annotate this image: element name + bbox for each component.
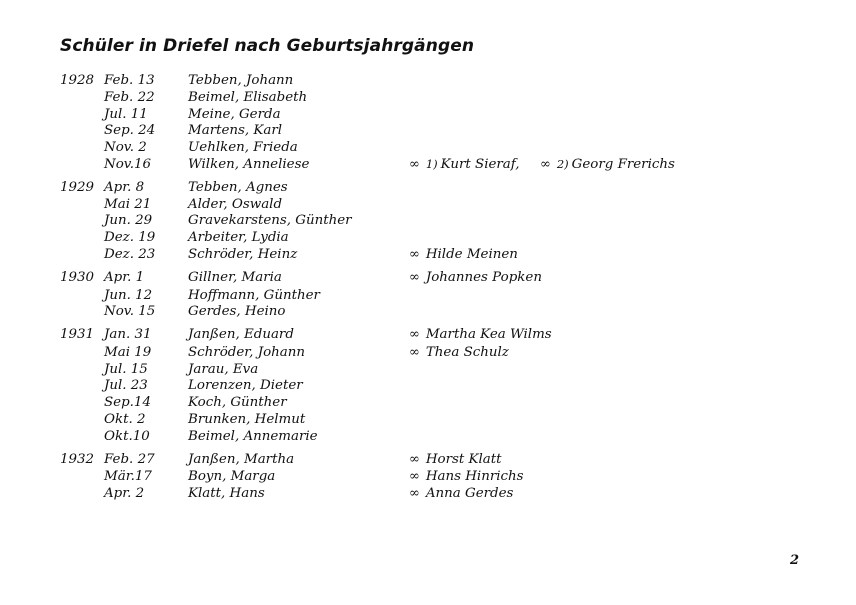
marriage-symbol: ∞ — [409, 327, 420, 342]
marriage-info — [409, 326, 552, 343]
list-item — [0, 156, 856, 173]
marriage-info — [409, 451, 502, 468]
marriage-number: 1) — [425, 157, 438, 171]
birth-date: Dez. 23 — [104, 247, 156, 262]
list-item — [0, 72, 856, 89]
birth-date: Feb. 13 — [104, 73, 155, 88]
list-item — [0, 303, 856, 320]
birth-date: Mai 21 — [104, 197, 152, 212]
list-item — [0, 229, 856, 246]
list-item — [0, 394, 856, 411]
birth-date: Jul. 11 — [104, 107, 148, 122]
list-item — [0, 196, 856, 213]
marriage-info — [409, 485, 513, 502]
student-name: Arbeiter, Lydia — [188, 230, 289, 245]
marriage-symbol: ∞ — [409, 247, 420, 262]
list-item — [0, 428, 856, 445]
list-item — [0, 179, 856, 196]
student-name: Schröder, Johann — [188, 345, 305, 360]
student-name: Meine, Gerda — [188, 107, 281, 122]
birth-date: Nov. 15 — [104, 304, 156, 319]
birth-date: Apr. 8 — [104, 180, 145, 195]
marriage-info — [409, 468, 524, 485]
list-item — [0, 89, 856, 106]
birth-date: Feb. 27 — [104, 452, 155, 467]
spouse-name: Hans Hinrichs — [425, 469, 524, 484]
birth-date: Jun. 29 — [104, 213, 153, 228]
student-name: Janßen, Martha — [188, 452, 295, 467]
list-item — [0, 411, 856, 428]
spouse-name: Hilde Meinen — [425, 247, 518, 262]
student-name: Jarau, Eva — [188, 362, 259, 377]
list-item — [0, 106, 856, 123]
student-name: Boyn, Marga — [188, 469, 276, 484]
student-name: Tebben, Johann — [188, 73, 294, 88]
marriage-info-second — [540, 156, 675, 173]
birth-year: 1931 — [60, 327, 95, 342]
birth-date: Feb. 22 — [104, 90, 155, 105]
marriage-symbol: ∞ — [540, 157, 551, 172]
student-name: Gillner, Maria — [188, 270, 282, 285]
birth-date: Sep. 24 — [104, 123, 156, 138]
page-title: Schüler in Driefel nach Geburtsjahrgängen — [60, 36, 475, 56]
birth-date: Jan. 31 — [104, 327, 152, 342]
birth-year: 1932 — [60, 452, 95, 467]
birth-year: 1930 — [60, 270, 95, 285]
list-item — [0, 361, 856, 378]
spouse-name: Kurt Sieraf, — [440, 157, 520, 172]
list-item — [0, 468, 856, 485]
spouse-name: Horst Klatt — [425, 452, 502, 467]
student-name: Koch, Günther — [188, 395, 287, 410]
list-item — [0, 212, 856, 229]
student-name: Hoffmann, Günther — [188, 288, 320, 303]
student-name: Beimel, Elisabeth — [188, 90, 308, 105]
student-name: Klatt, Hans — [188, 486, 265, 501]
spouse-name: Martha Kea Wilms — [425, 327, 552, 342]
list-item — [0, 139, 856, 156]
list-item — [0, 269, 856, 286]
student-name: Wilken, Anneliese — [188, 157, 310, 172]
marriage-info — [409, 246, 518, 263]
marriage-symbol: ∞ — [409, 270, 420, 285]
spouse-name: Johannes Popken — [425, 270, 542, 285]
student-name: Tebben, Agnes — [188, 180, 288, 195]
student-name: Beimel, Annemarie — [188, 429, 318, 444]
student-name: Alder, Oswald — [188, 197, 283, 212]
list-item — [0, 326, 856, 343]
marriage-symbol: ∞ — [409, 157, 420, 172]
marriage-info-first — [409, 156, 520, 173]
list-item — [0, 246, 856, 263]
student-name: Uehlken, Frieda — [188, 140, 298, 155]
birth-date: Apr. 1 — [104, 270, 145, 285]
list-item — [0, 122, 856, 139]
birth-date: Nov. 2 — [104, 140, 147, 155]
birth-date: Okt.10 — [104, 429, 150, 444]
birth-date: Dez. 19 — [104, 230, 156, 245]
marriage-symbol: ∞ — [409, 345, 420, 360]
student-name: Janßen, Eduard — [188, 327, 294, 342]
birth-year: 1929 — [60, 180, 95, 195]
marriage-symbol: ∞ — [409, 452, 420, 467]
marriage-symbol: ∞ — [409, 469, 420, 484]
birth-date: Jun. 12 — [104, 288, 153, 303]
list-item — [0, 451, 856, 468]
list-item — [0, 287, 856, 304]
list-item — [0, 485, 856, 502]
birth-date: Jul. 23 — [104, 378, 148, 393]
birth-date: Mär.17 — [104, 469, 152, 484]
student-name: Brunken, Helmut — [188, 412, 306, 427]
birth-date: Sep.14 — [104, 395, 151, 410]
student-name: Schröder, Heinz — [188, 247, 298, 262]
birth-date: Nov.16 — [104, 157, 152, 172]
spouse-name: Anna Gerdes — [425, 486, 514, 501]
marriage-symbol: ∞ — [409, 486, 420, 501]
student-name: Martens, Karl — [188, 123, 283, 138]
spouse-name: Thea Schulz — [425, 345, 509, 360]
birth-date: Apr. 2 — [104, 486, 145, 501]
birth-year: 1928 — [60, 73, 95, 88]
birth-date: Mai 19 — [104, 345, 152, 360]
birth-date: Okt. 2 — [104, 412, 146, 427]
birth-date: Jul. 15 — [104, 362, 148, 377]
student-name: Lorenzen, Dieter — [188, 378, 303, 393]
page-number: 2 — [790, 553, 800, 568]
student-name: Gravekarstens, Günther — [188, 213, 352, 228]
list-item — [0, 377, 856, 394]
marriage-info — [409, 344, 509, 361]
list-item — [0, 344, 856, 361]
spouse-name: Georg Frerichs — [571, 157, 675, 172]
student-name: Gerdes, Heino — [188, 304, 286, 319]
marriage-info — [409, 269, 542, 286]
marriage-number: 2) — [556, 157, 569, 171]
